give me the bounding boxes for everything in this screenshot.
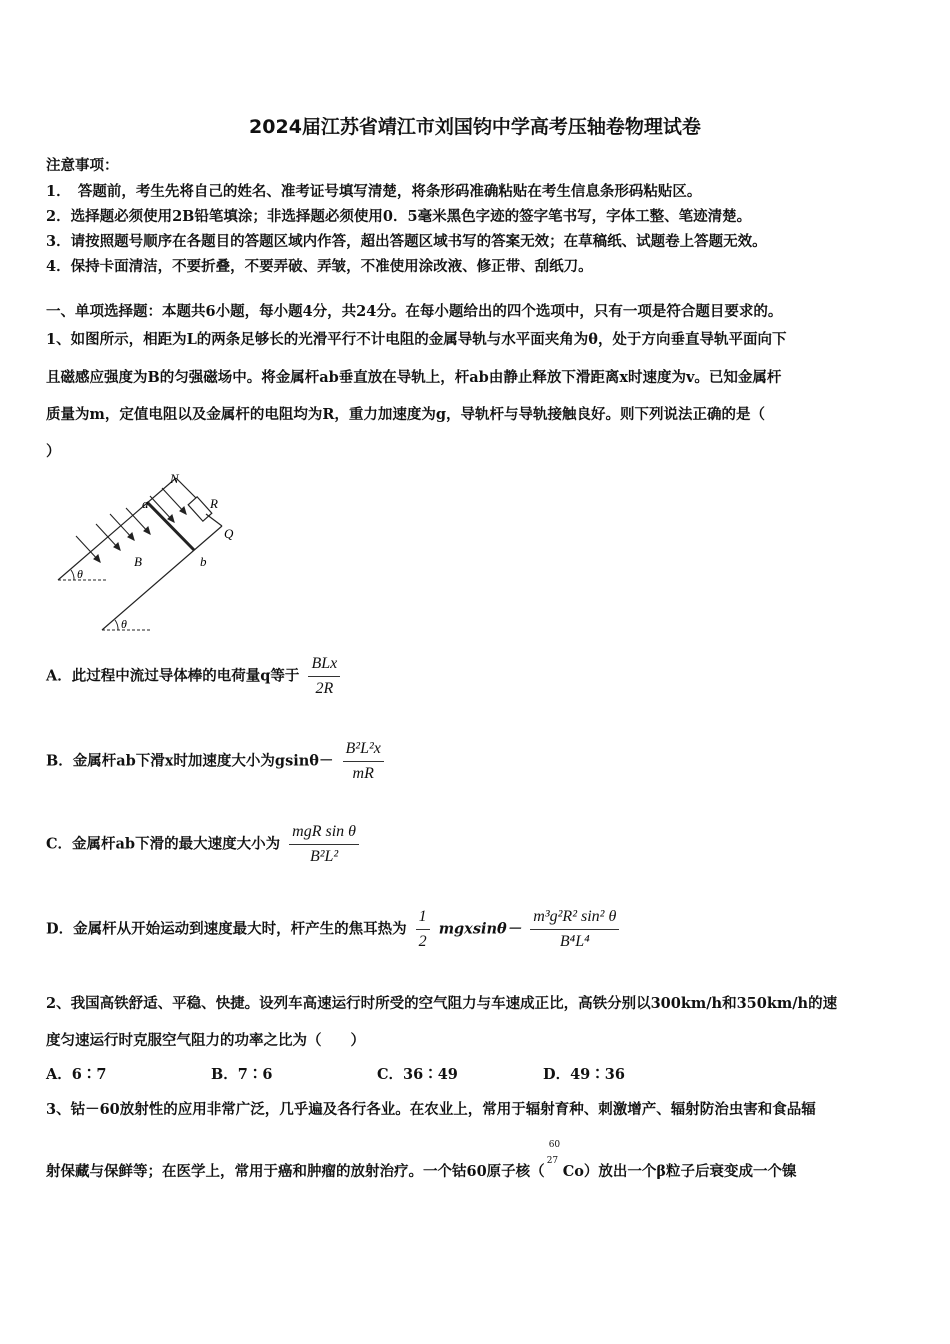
q2-text-line: 2、我国高铁舒适、平稳、快捷。设列车高速运行时所受的空气阻力与车速成正比，高铁分别以300km/h和350km/h的速 [46, 995, 838, 1012]
q3-text-line: 3、钴－60放射性的应用非常广泛，几乎遍及各行各业。在农业上，常用于辐射育种、刺激增产、辐射防治虫害和食品辐 [46, 1101, 816, 1118]
label-a: a [142, 496, 149, 511]
fraction: $\frac{\text{mgR sin θ}}{\text{B²L²}}$ [289, 823, 359, 866]
label-Q: Q [224, 526, 234, 541]
label-b: b [200, 554, 207, 569]
fraction: $\frac{\text{BLx}}{2R}$ [308, 655, 340, 698]
q2-option-a: A．6∶7 [46, 1066, 107, 1083]
q1-figure [44, 468, 254, 638]
label-B: B [134, 554, 142, 569]
notice-item: 3．请按照题号顺序在各题目的答题区域内作答，超出答题区域书写的答案无效；在草稿纸、试题卷上答题无效。 [46, 233, 767, 250]
q1-text-line: 1、如图所示，相距为L的两条足够长的光滑平行不计电阻的金属导轨与水平面夹角为θ，处于方向垂直导轨平面向下 [46, 331, 787, 348]
section-heading: 一、单项选择题：本题共6小题，每小题4分，共24分。在每小题给出的四个选项中，只有一项是符合题目要求的。 [46, 303, 783, 320]
notice-heading: 注意事项： [46, 157, 119, 174]
page-title: 2024届江苏省靖江市刘国钧中学高考压轴卷物理试卷 [249, 116, 701, 138]
label-R: R [210, 496, 218, 511]
q1-option-c: C．金属杆ab下滑的最大速度大小为 $\frac{\text{mgR sin θ}}{\text{B²L²}}$ [46, 823, 363, 866]
notice-item: 4．保持卡面清洁，不要折叠，不要弄破、弄皱，不准使用涂改液、修正带、刮纸刀。 [46, 258, 593, 275]
q1-option-d: D．金属杆从开始运动到速度最大时，杆产生的焦耳热为 $\frac{1}{2}$ mgxsinθ－ $\frac{\text{m³g²R² sin² θ}}{\text{B⁴L⁴}}$ [46, 908, 623, 951]
fraction: $\frac{\text{B²L²x}}{mR}$ [343, 740, 384, 783]
q1-option-b: B．金属杆ab下滑x时加速度大小为gsinθ－ $\frac{\text{B²L²x}}{mR}$ [46, 740, 388, 783]
q3-text-line: 射保藏与保鲜等；在医学上，常用于癌和肿瘤的放射治疗。一个钴60原子核（ 60 27 Co）放出一个β粒子后衰变成一个镍 [46, 1140, 797, 1180]
isotope-notation: 60 27 [546, 1140, 561, 1166]
q1-text-line: 且磁感应强度为B的匀强磁场中。将金属杆ab垂直放在导轨上，杆ab由静止释放下滑距离x时速度为v。已知金属杆 [46, 369, 782, 386]
label-theta: θ [121, 617, 127, 631]
q2-option-d: D．49∶36 [543, 1066, 625, 1083]
notice-item: 1． 答题前，考生先将自己的姓名、准考证号填写清楚，将条形码准确粘贴在考生信息条形码粘贴区。 [46, 183, 702, 200]
q2-text-line: 度匀速运行时克服空气阻力的功率之比为（ ） [46, 1032, 365, 1049]
fraction: $\frac{\text{m³g²R² sin² θ}}{\text{B⁴L⁴}}$ [530, 908, 619, 951]
q1-text-line: ） [46, 443, 61, 460]
q2-option-b: B．7∶6 [211, 1066, 273, 1083]
label-theta: θ [77, 567, 83, 581]
q1-option-a: A．此过程中流过导体棒的电荷量q等于 $\frac{\text{BLx}}{2R}$ [46, 655, 344, 698]
notice-item: 2．选择题必须使用2B铅笔填涂；非选择题必须使用0．5毫米黑色字迹的签字笔书写，字体工整、笔迹清楚。 [46, 208, 752, 225]
q1-text-line: 质量为m，定值电阻以及金属杆的电阻均为R，重力加速度为g，导轨杆与导轨接触良好。则下列说法正确的是（ [46, 406, 766, 423]
label-N: N [170, 471, 179, 486]
fraction: $\frac{1}{2}$ [416, 908, 430, 951]
q2-option-c: C．36∶49 [377, 1066, 458, 1083]
